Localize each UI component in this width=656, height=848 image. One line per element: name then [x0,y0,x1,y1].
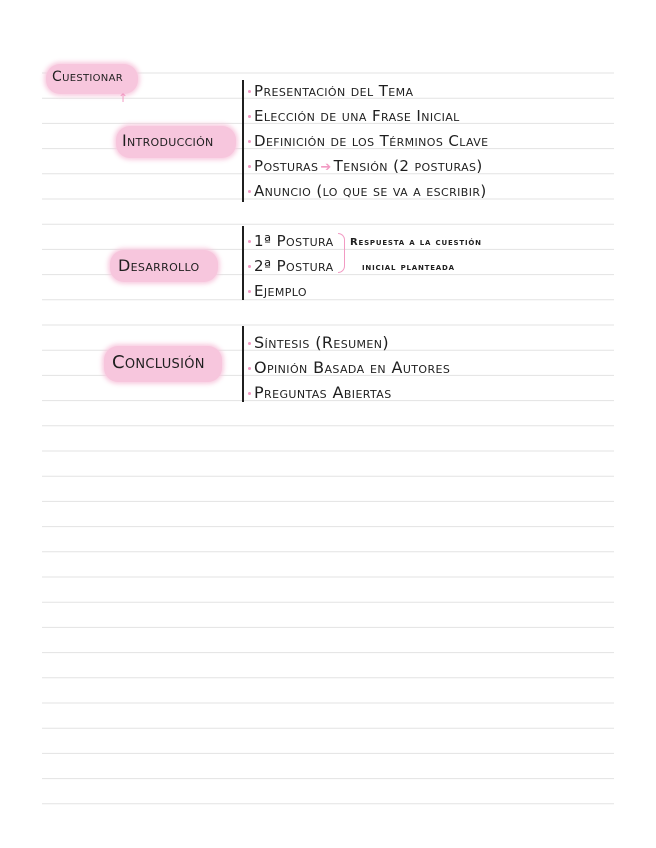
conclusion-item-1: Síntesis (Resumen) [248,333,389,352]
introduccion-title: Introducción [122,131,214,150]
right-arrow-icon: ➔ [320,160,332,175]
bullet-dot [248,265,251,268]
bullet-dot [248,392,251,395]
introduccion-bar [242,80,244,202]
conclusion-title: Conclusión [112,352,205,373]
intro-item-1: Presentación del Tema [248,82,413,100]
bullet-dot [248,115,251,118]
bullet-dot [248,165,251,168]
bullet-dot [248,290,251,293]
bullet-dot [248,342,251,345]
brace-icon [338,233,345,273]
desarrollo-bar [242,226,244,300]
desarrollo-note-line1: Respuesta a la cuestión [350,237,482,248]
bullet-dot [248,190,251,193]
conclusion-item-3: Preguntas Abiertas [248,383,392,402]
intro-item-4: Anuncio (lo que se va a escribir) [248,182,487,200]
desarrollo-note-line2: inicial planteada [362,262,455,273]
cuestionar-label: Cuestionar [52,69,123,85]
intro-item-3: Definición de los Términos Clave [248,132,489,150]
desarrollo-title: Desarrollo [118,256,200,275]
intro-item-2: Elección de una Frase Inicial [248,107,460,125]
bullet-dot [248,367,251,370]
conclusion-item-2: Opinión Basada en Autores [248,358,450,377]
desarrollo-item-1: 1ª Postura [248,232,334,250]
conclusion-bar [242,326,244,402]
bullet-dot [248,140,251,143]
bullet-dot [248,240,251,243]
intro-item-posturas: Posturas ➔ Tensión (2 posturas) [248,157,483,175]
bullet-dot [248,90,251,93]
up-arrow-icon: ↑ [118,91,129,105]
desarrollo-item-3: Ejemplo [248,282,307,300]
desarrollo-item-2: 2ª Postura [248,257,334,275]
